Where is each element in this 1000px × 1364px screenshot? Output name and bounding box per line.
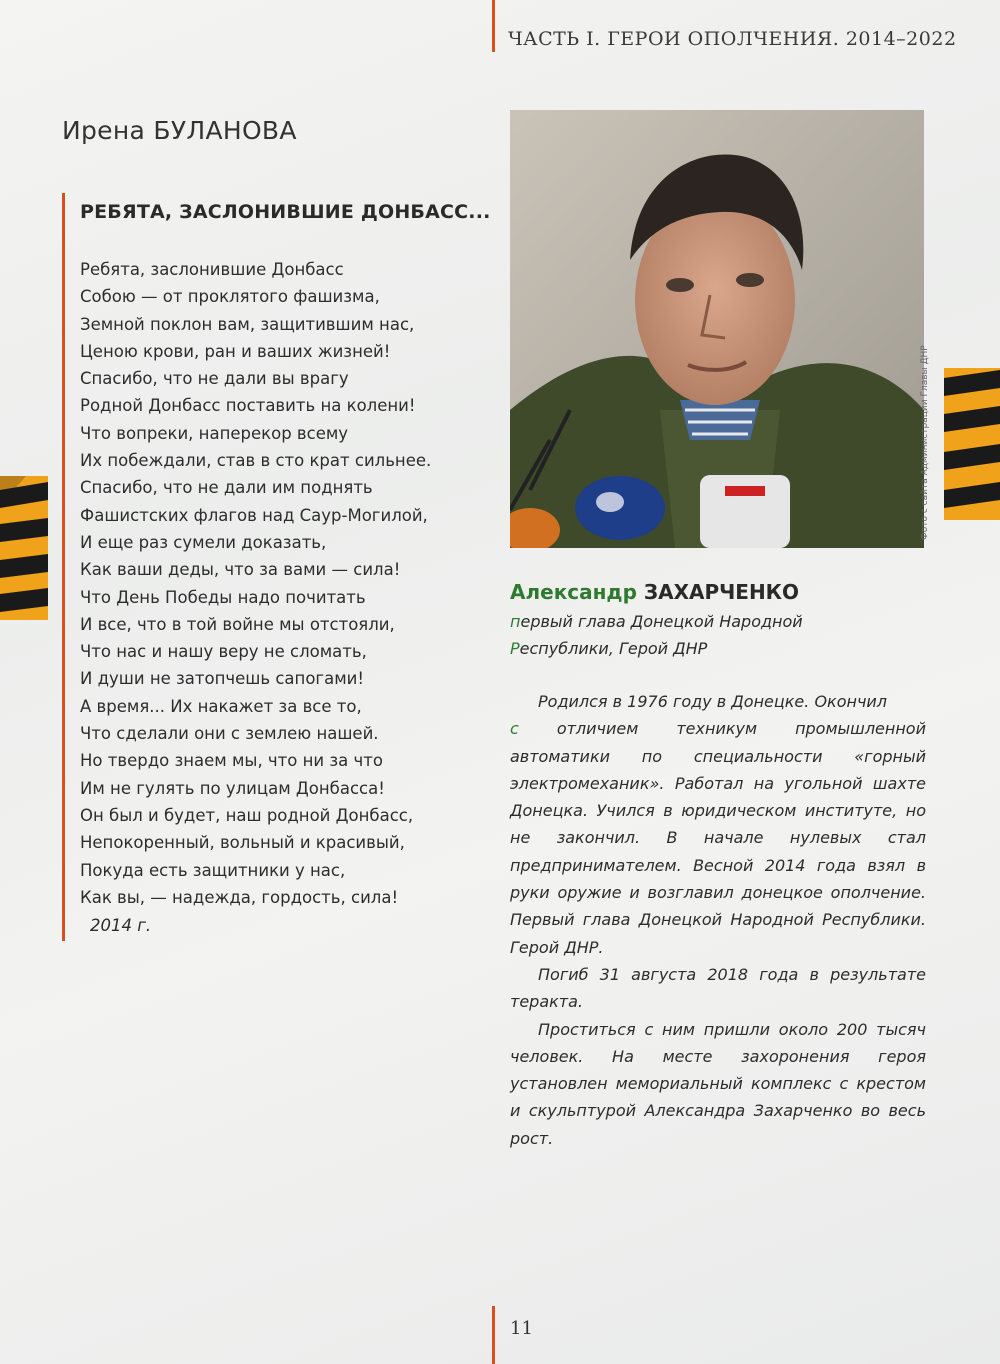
poem-line: Но твердо знаем мы, что ни за что (80, 751, 383, 771)
st-george-ribbon-left (0, 476, 48, 620)
hero-last-name: ЗАХАРЧЕНКО (643, 580, 800, 604)
bio-paragraph: Родился в 1976 году в Донецке. Окончил с отличием техникум промышленной автоматики по специальности «горный электромеханик». Работал на угольной шахте Донецка. Учился в юридическом институте, но не закончил. В начале нулевых стал предпринимателем. Весной 2014 года взял в руки оружие и возглавил донецкое ополчение. Первый глава Донецкой Народной Республики. Герой ДНР. (510, 692, 926, 957)
header-divider (492, 0, 495, 52)
poem-line: Что День Победы надо почитать (80, 587, 366, 607)
poem-line: Спасибо, что не дали вы врагу (80, 369, 349, 389)
poem-line: И все, что в той войне мы отстояли, (80, 614, 395, 634)
hero-biography (510, 688, 926, 1152)
poem-title: РЕБЯТА, ЗАСЛОНИВШИЕ ДОНБАСС... (80, 201, 491, 223)
poem-line: Что вопреки, наперекор всему (80, 423, 349, 443)
poem-line: Он был и будет, наш родной Донбасс, (80, 805, 414, 825)
poem-line: Покуда есть защитники у нас, (80, 860, 346, 880)
hero-role: первый глава Донецкой Народной Республики, Герой ДНР (510, 612, 803, 658)
hero-name (510, 580, 799, 604)
poem-line: И души не затопчешь сапогами! (80, 669, 364, 689)
poem-line: И еще раз сумели доказать, (80, 532, 327, 552)
poem-line: Собою — от проклятого фашизма, (80, 287, 380, 307)
poem-line: Ценою крови, ран и ваших жизней! (80, 341, 391, 361)
poem-line: Как вы, — надежда, гордость, сила! (80, 887, 399, 907)
poem-line: Непокоренный, вольный и красивый, (80, 833, 405, 853)
bio-paragraph: Проститься с ним пришли около 200 тысяч человек. На месте захоронения героя установлен мемориальный комплекс с крестом и скульптурой Александра Захарченко во весь рост. (510, 1019, 926, 1148)
poem-line: Им не гулять по улицам Донбасса! (80, 778, 385, 798)
poem-line: Ребята, заслонившие Донбасс (80, 260, 344, 279)
hero-first-name: Александр (510, 580, 637, 604)
poem-accent-bar (62, 193, 65, 941)
poem-date: 2014 г. (90, 916, 152, 935)
footer-divider (492, 1306, 495, 1364)
poem-line: Как ваши деды, что за вами — сила! (80, 560, 401, 580)
poem-line: Родной Донбасс поставить на колени! (80, 396, 416, 416)
poem-line: Фашистских флагов над Саур-Могилой, (80, 505, 428, 525)
poem-line: Что нас и нашу веру не сломать, (80, 642, 367, 662)
poem-line: Их побеждали, став в сто крат сильнее. (80, 451, 432, 471)
poem-line: Что сделали они с землею нашей. (80, 724, 379, 744)
bio-paragraph: Погиб 31 августа 2018 года в результате теракта. (510, 964, 926, 1012)
poem-body (80, 256, 431, 911)
portrait-photo (510, 110, 924, 548)
page-number: 11 (510, 1318, 533, 1339)
poem-line: А время... Их накажет за все то, (80, 696, 362, 716)
photo-credit: Фото с сайта Администрации Главы ДНР (920, 345, 930, 540)
st-george-ribbon-right (944, 368, 1000, 520)
poem-line: Спасибо, что не дали им поднять (80, 478, 373, 498)
poem-line: Земной поклон вам, защитившим нас, (80, 314, 415, 334)
section-header: ЧАСТЬ I. ГЕРОИ ОПОЛЧЕНИЯ. 2014–2022 (508, 28, 957, 50)
poem-author: Ирена БУЛАНОВА (62, 116, 297, 145)
